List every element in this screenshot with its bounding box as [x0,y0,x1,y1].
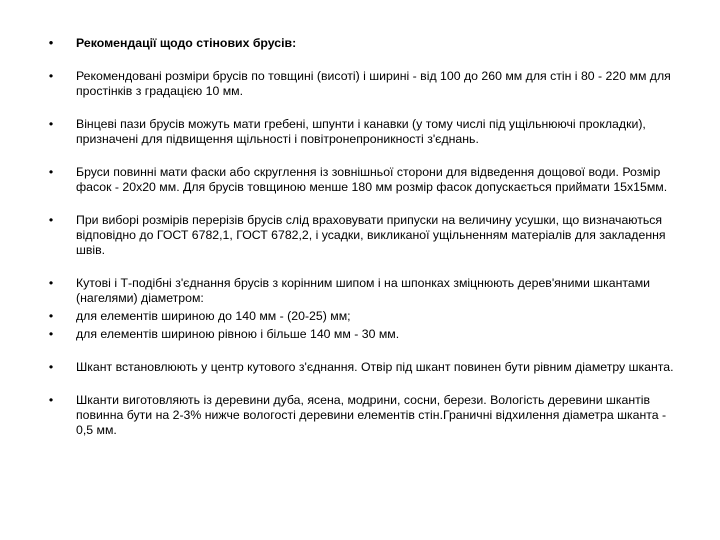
list-item [40,393,680,438]
bullet-icon: • [48,165,54,179]
item-text: Шкант встановлюють у центр кутового з'єднання. Отвір під шкант повинен бути рівним діаметру шканта. [76,360,674,374]
item-text: для елементів шириною до 140 мм - (20-25) мм; [76,309,351,323]
item-text: Вінцеві пази брусів можуть мати гребені, шпунти і канавки (у тому числі під ущільнюючі прокладки), призначені для підвищення щільності і повітронепроникності з'єднань. [76,117,646,146]
list-item [40,117,680,147]
heading-text: Рекомендації щодо стінових брусів: [76,36,297,50]
bullet-icon: • [48,360,54,374]
item-text: Бруси повинні мати фаски або скруглення із зовнішньої сторони для відведення дощової води. Розмір фасок - 20х20 мм. Для брусів товщиною менше 180 мм розмір фасок допускається приймати 15х15мм. [76,165,668,194]
bullet-icon: • [48,69,54,83]
bullet-icon: • [48,36,54,50]
list-item [40,309,680,324]
bullet-icon: • [48,327,54,341]
bullet-icon: • [48,213,54,227]
list-item [40,213,680,258]
list-item [40,165,680,195]
item-text: Кутові і Т-подібні з'єднання брусів з корінним шипом і на шпонках зміцнюють дерев'яними шкантами (нагелями) діаметром: [76,276,651,305]
list-item [40,327,680,342]
list-item [40,69,680,99]
item-text: для елементів шириною рівною і більше 140 мм - 30 мм. [76,327,400,341]
item-text: При виборі розмірів перерізів брусів слід враховувати припуски на величину усушки, що визначаються відповідно до ГОСТ 6782,1, ГОСТ 6782,2, і усадки, викликаної ущільненням матеріалів для закладення швів. [76,213,666,257]
bullet-icon: • [48,393,54,407]
list-item [40,276,680,306]
item-text: Рекомендовані розміри брусів по товщині (висоті) і ширині - від 100 до 260 мм для стін і 80 - 220 мм для простінків з градацією 10 мм. [76,69,671,98]
bullet-icon: • [48,117,54,131]
list-item [40,360,680,375]
item-text: Шканти виготовляють із деревини дуба, ясена, модрини, сосни, берези. Вологість деревини шкантів повинна бути на 2-3% нижче вологості деревини елементів стін.Граничні відхилення діаметра шканта - 0,5 мм. [76,393,667,437]
bullet-icon: • [48,309,54,323]
bullet-icon: • [48,276,54,290]
bullet-list [40,36,680,456]
list-item [40,36,680,51]
